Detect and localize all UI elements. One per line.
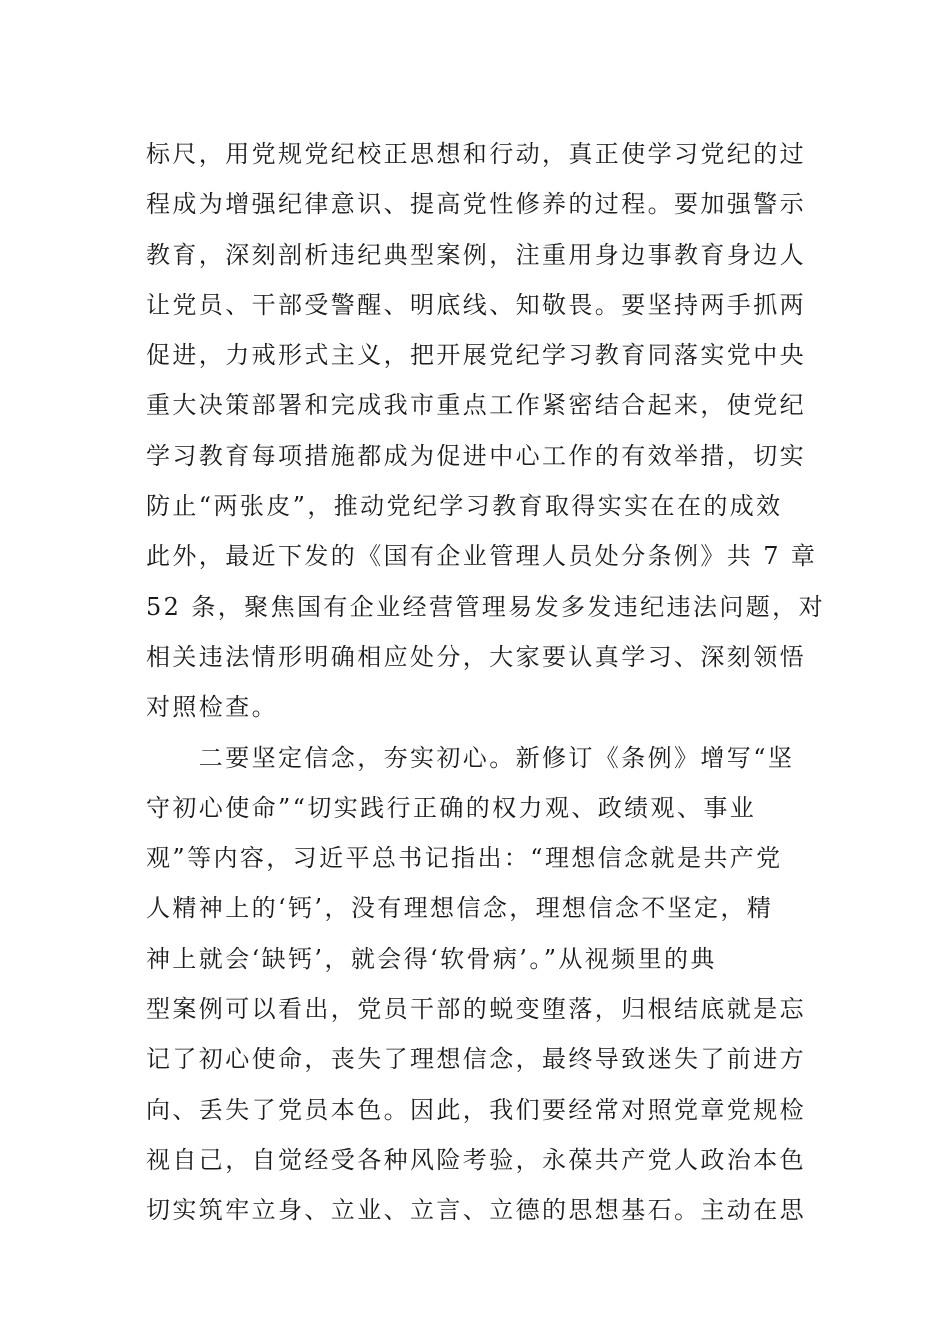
text-line: 对照检查。 [146, 693, 278, 722]
text-line: 教育，深刻剖析违纪典型案例，注重用身边事教育身边人 [146, 240, 806, 269]
text-line: 52 条，聚焦国有企业经营管理易发多发违纪违法问题，对 [146, 592, 825, 621]
text-line: 标尺，用党规党纪校正思想和行动，真正使学习党纪的过 [146, 140, 806, 168]
text-line: 守初心使命”“切实践行正确的权力观、政绩观、事业 [146, 793, 757, 822]
text-line: 程成为增强纪律意识、提高党性修养的过程。要加强警示 [146, 190, 806, 219]
text-line: 重大决策部署和完成我市重点工作紧密结合起来，使党纪 [146, 391, 806, 420]
text-line: 神上就会‘缺钙’，就会得‘软骨病’。”从视频里的典 [146, 944, 717, 973]
text-line: 向、丢失了党员本色。因此，我们要经常对照党章党规检 [146, 1095, 806, 1124]
text-line: 人精神上的‘钙’，没有理想信念，理想信念不坚定，精 [146, 894, 774, 923]
text-line: 记了初心使命，丧失了理想信念，最终导致迷失了前进方 [146, 1045, 806, 1074]
text-line: 型案例可以看出，党员干部的蜕变堕落，归根结底就是忘 [146, 995, 806, 1024]
text-line: 相关违法情形明确相应处分，大家要认真学习、深刻领悟 [146, 642, 806, 671]
text-line: 让党员、干部受警醒、明底线、知敬畏。要坚持两手抓两 [146, 290, 806, 319]
paragraph-1 [146, 129, 825, 733]
body-text [146, 129, 825, 1236]
text-line: 视自己，自觉经受各种风险考验，永葆共产党人政治本色 [146, 1145, 806, 1174]
text-line: 切实筑牢立身、立业、立言、立德的思想基石。主动在思 [146, 1196, 806, 1225]
paragraph-2 [146, 733, 806, 1236]
text-line: 此外，最近下发的《国有企业管理人员处分条例》共 7 章 [146, 542, 818, 571]
text-line: 二要坚定信念，夯实初心。新修订《条例》增写“坚 [146, 743, 795, 772]
text-line: 观”等内容，习近平总书记指出：“理想信念就是共产党 [146, 844, 783, 873]
text-line: 防止“两张皮”，推动党纪学习教育取得实实在在的成效 [146, 492, 783, 521]
text-line: 促进，力戒形式主义，把开展党纪学习教育同落实党中央 [146, 341, 806, 370]
text-line: 学习教育每项措施都成为促进中心工作的有效举措，切实 [146, 441, 806, 470]
